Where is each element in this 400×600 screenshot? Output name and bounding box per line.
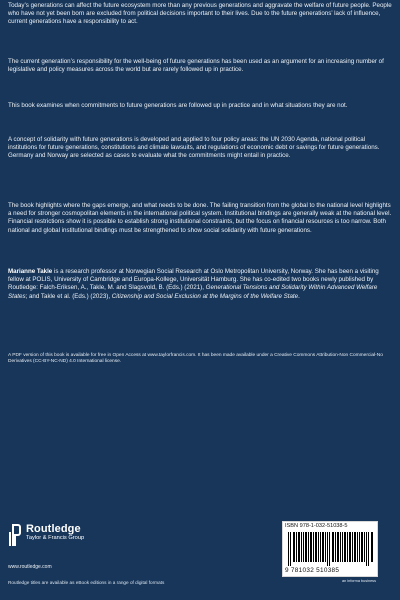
description-paragraph-5: The book highlights where the gaps emerge, and what needs to be done. The failing transition from the global to the national level highlights a need for stronger cosmopolitan elements in the international political system. Institutional bindings are generally weak at the national level. Financial restrictions show it is possible to establish strong institutional constraints, but the focus on financial resources is too narrow. Both national and global institutional bindings must be strengthened to show social solidarity with future generations. (8, 202, 392, 234)
isbn-barcode-box (282, 521, 378, 577)
informa-business-tag: an informa business (342, 579, 376, 583)
routledge-logo-icon (8, 523, 22, 547)
author-bio-paragraph (8, 268, 394, 301)
publisher-footer (8, 522, 218, 592)
publisher-logo (8, 522, 100, 546)
author-bio-text-2: ; and Takle et al. (Eds.) (2023), (25, 292, 112, 300)
publisher-website[interactable]: www.routledge.com (8, 564, 52, 570)
isbn-label: ISBN 978-1-032-51038-5 (285, 523, 348, 529)
publisher-brand-name: Routledge (26, 523, 81, 535)
description-paragraph-1: Today’s generations can affect the future ecosystem more than any previous generations and aggravate the welfare of future people. People who have not yet been born are excluded from political decisions important to their lives. Due to the future generations’ lack of influence, current generations have a responsibility to act. (8, 2, 392, 26)
publisher-subline: Taylor & Francis Group (26, 535, 85, 541)
description-paragraph-4: A concept of solidarity with future generations is developed and applied to four policy areas: the UN 2030 Agenda, national political institutions for future generations, constitutions and climate lawsuits, and regulations of economic debt or savings for future generations. Germany and Norway are selected as cases to evaluate what the commitments might entail in practice. (8, 136, 380, 160)
author-bio-text-1: is a research professor at Norwegian Social Research at Oslo Metropolitan University, Norway. She has been a visiting fellow at POLIS, University of Cambridge and Europa-Kollege, Universität Hamburg. She has co-edited two books newly published by Routledge: Falch-Eriksen, A., Takle, M. and Slagsvold, B. (Eds.) (2021), (8, 268, 379, 292)
open-access-note: A PDF version of this book is available for free in Open Access at www.taylorfrancis.com. It has been made available under a Creative Commons Attribution-Non Commercial-No Derivatives (CC-BY-NC-ND) 4.0 International license. (8, 352, 383, 365)
description-paragraph-3: This book examines when commitments to future generations are followed up in practice and in what situations they are not. (8, 102, 348, 109)
author-name: Marianne Takle (8, 268, 53, 275)
ebook-availability-note: Routledge titles are available as eBook editions in a range of digital formats (8, 580, 165, 585)
author-bio-book-title-1: Generational Tensions and Solidarity Within Advanced Welfare States (8, 284, 378, 300)
barcode-icon (287, 532, 375, 566)
isbn-barcode-digits: 9 781032 510385 (285, 567, 340, 574)
description-paragraph-2: The current generation’s responsibility for the well-being of future generations has been used as an argument for an increasing number of legislative and policy measures across the world but are rarely followed up in practice. (8, 58, 384, 74)
author-bio-text-3: . (298, 292, 300, 300)
author-bio-book-title-2: Citizenship and Social Exclusion at the Margins of the Welfare State (111, 292, 299, 300)
